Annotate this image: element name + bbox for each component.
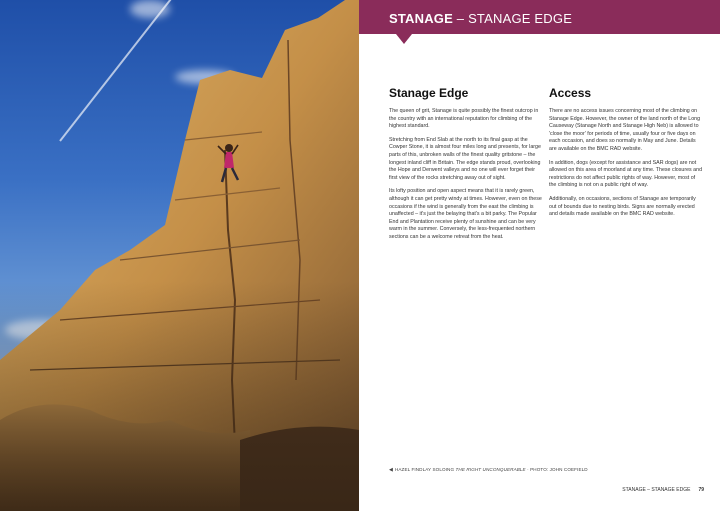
caption-arrow-icon: ◀ [389, 467, 393, 473]
access-paragraph: In addition, dogs (except for assistance and SAR dogs) are not allowed on this area of moorland at any time. These closures and restrictions do not affect public rights of way. However, most of the climbing is not on a public right of way. [549, 159, 703, 189]
access-paragraph: Additionally, on occasions, sections of Stanage are temporarily out of bounds due to nesting birds. Signs are normally erected and details made available on the BMC RAD website. [549, 195, 696, 218]
intro-heading: Stanage Edge [389, 86, 469, 100]
climbing-photo [0, 0, 359, 511]
intro-column [389, 86, 543, 248]
page-footer [600, 487, 704, 493]
access-column [549, 86, 703, 225]
footer-section: STANAGE – STANAGE EDGE [622, 487, 691, 493]
header-pointer-icon [396, 34, 412, 44]
access-paragraph: There are no access issues concerning most of the climbing on Stanage Edge. However, the owner of the land north of the Long Causeway (Stanage North and Stanage High Neb) is allowed to 'close the moor' for periods of time, usually four or five days on each occasion, and does so normally in May and June. Details are available on the BMC RAD website. [549, 108, 701, 152]
access-heading: Access [549, 86, 592, 100]
intro-paragraph: Stretching from End Slab at the north to its final gasp at the Cowper Stone, it is almost four miles long and presents, for large parts of this, unbroken walls of the finest quality gritstone – the longest inland cliff in Britain. The edge stands proud, overlooking the Hope and Derwent valleys and no one will ever forget their first view of the rocks stretching away out of sight. [389, 136, 541, 181]
caption-text: HAZEL FINDLAY SOLOING [394, 467, 456, 472]
page-number: 79 [698, 487, 704, 493]
photo-caption [389, 467, 588, 473]
photo-shading [0, 281, 359, 511]
caption-route-name: THE RIGHT UNCONQUERABLE [455, 467, 526, 472]
caption-credit: · PHOTO: JOHN COEFIELD [525, 467, 588, 472]
header-separator: – [453, 11, 469, 26]
header-subtitle: STANAGE EDGE [468, 11, 573, 26]
intro-paragraph: The queen of grit, Stanage is quite possibly the finest outcrop in the country with an international reputation for climbing of the highest standard. [389, 108, 539, 130]
intro-paragraph: Its lofty position and open aspect means that it is rarely green, although it can get pretty windy at times. However, even on these occasions if the wind is generally from the east the climbing is unaffected – it's just the belaying that's a bit parky. The Popular End and Plantation receive plenty of sunshine and can be very warm in the summer. Conversely, the less-frequented northern sections can be a welcome retreat from the heat. [389, 188, 542, 240]
section-header-title [389, 11, 572, 31]
header-location: STANAGE [389, 11, 453, 26]
